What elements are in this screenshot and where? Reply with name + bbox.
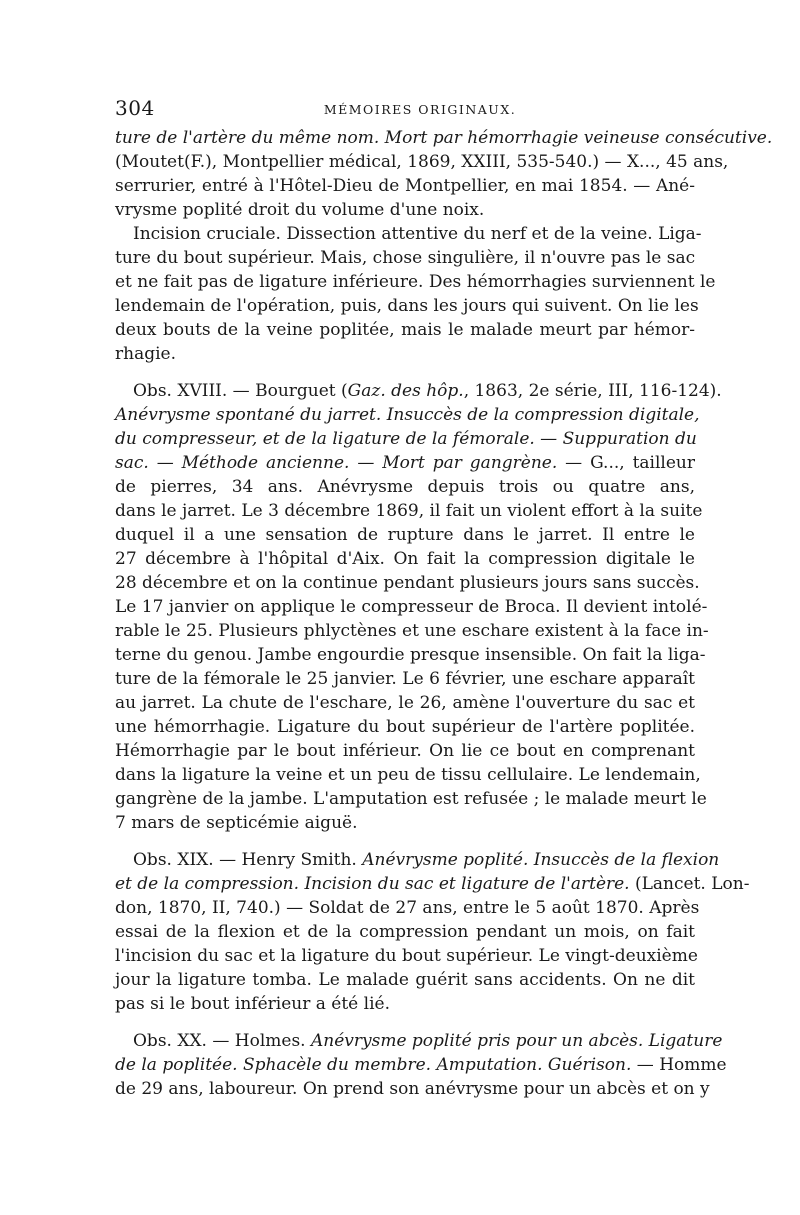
text-line	[115, 379, 722, 403]
text-span: au jarret. La chute de l'eschare, le 26, amène l'ouverture du sac et	[115, 693, 695, 713]
paragraph-gap	[115, 1016, 695, 1029]
page-number: 304	[115, 96, 155, 120]
text-span: — G..., tailleur	[557, 453, 695, 473]
text-line	[115, 715, 695, 739]
text-line	[115, 126, 773, 150]
text-span: 7 mars de septicémie aiguë.	[115, 813, 358, 833]
text-line	[115, 451, 695, 475]
text-line	[115, 294, 699, 318]
text-span: l'incision du sac et la ligature du bout supérieur. Le vingt-deuxième	[115, 946, 698, 966]
text-span: Le 17 janvier on applique le compresseur de Broca. Il devient intolé-	[115, 597, 708, 617]
text-span: (Lancet. Lon-	[629, 874, 750, 894]
paragraph	[115, 222, 716, 366]
text-line	[115, 595, 708, 619]
text-span: Incision cruciale. Dissection attentive du nerf et de la veine. Liga-	[133, 224, 702, 244]
text-span: de pierres, 34 ans. Anévrysme depuis trois ou quatre ans,	[115, 477, 695, 497]
text-line	[115, 920, 695, 944]
book-page	[115, 96, 773, 1101]
text-span: jour la ligature tomba. Le malade guérit sans accidents. On ne dit	[115, 970, 695, 990]
paragraph-gap	[115, 366, 695, 379]
text-line	[115, 643, 706, 667]
text-line	[115, 403, 700, 427]
running-head	[115, 96, 695, 126]
text-line	[115, 246, 695, 270]
italic-span: Anévrysme poplité. Insuccès de la flexion	[362, 850, 720, 870]
paragraph-gap	[115, 835, 695, 848]
text-line	[115, 547, 695, 571]
text-line	[115, 667, 695, 691]
paragraph	[115, 1016, 727, 1101]
text-line	[115, 499, 703, 523]
italic-span: ture de l'artère du même nom. Mort par hémorrhagie veineuse consécutive.	[115, 128, 773, 148]
text-span: rable le 25. Plusieurs phlyctènes et une eschare existent à la face in-	[115, 621, 709, 641]
text-span: 27 décembre à l'hôpital d'Aix. On fait la compression digitale le	[115, 549, 695, 569]
text-span: dans le jarret. Le 3 décembre 1869, il fait un violent effort à la suite	[115, 501, 703, 521]
paragraph	[115, 366, 722, 835]
text-line	[115, 318, 695, 342]
italic-span: du compresseur, et de la ligature de la fémorale. — Suppuration du	[115, 429, 697, 449]
text-span: essai de la flexion et de la compression pendant un mois, on fait	[115, 922, 695, 942]
italic-span: sac. — Méthode ancienne. — Mort par gangrène.	[115, 453, 558, 473]
text-line	[115, 150, 729, 174]
text-line	[115, 222, 702, 246]
text-span: don, 1870, II, 740.) — Soldat de 27 ans, entre le 5 août 1870. Après	[115, 898, 700, 918]
text-span: , 1863, 2e série, III, 116-124).	[463, 381, 722, 401]
text-line	[115, 198, 695, 222]
text-span: rhagie.	[115, 344, 176, 364]
text-span: ture du bout supérieur. Mais, chose singulière, il n'ouvre pas le sac	[115, 248, 696, 268]
text-line	[115, 174, 695, 198]
text-span: Obs. XIX. — Henry Smith.	[133, 850, 363, 870]
italic-span: de la poplitée. Sphacèle du membre. Amputation. Guérison.	[115, 1055, 632, 1075]
text-span: vrysme poplité droit du volume d'une noix.	[115, 200, 485, 220]
text-span: lendemain de l'opération, puis, dans les jours qui suivent. On lie les	[115, 296, 699, 316]
text-line	[115, 270, 716, 294]
text-line	[115, 427, 695, 451]
text-line	[115, 896, 700, 920]
text-line	[115, 691, 695, 715]
text-span: et ne fait pas de ligature inférieure. Des hémorrhagies surviennent le	[115, 272, 716, 292]
text-line	[115, 1053, 727, 1077]
text-span: Obs. XX. — Holmes.	[133, 1031, 311, 1051]
text-span: terne du genou. Jambe engourdie presque insensible. On fait la liga-	[115, 645, 706, 665]
text-span: de 29 ans, laboureur. On prend son anévrysme pour un abcès et on y	[115, 1079, 710, 1099]
text-line	[115, 475, 695, 499]
text-span: ture de la fémorale le 25 janvier. Le 6 février, une eschare apparaît	[115, 669, 695, 689]
text-line	[115, 571, 700, 595]
italic-span: Anévrysme poplité pris pour un abcès. Ligature	[310, 1031, 723, 1051]
text-line	[115, 992, 695, 1016]
text-span: Obs. XVIII. — Bourguet (	[133, 381, 348, 401]
text-line	[115, 1029, 723, 1053]
text-span: une hémorrhagie. Ligature du bout supérieur de l'artère poplitée.	[115, 717, 695, 737]
running-title: MÉMOIRES ORIGINAUX.	[323, 102, 517, 117]
text-line	[115, 739, 695, 763]
text-line	[115, 968, 695, 992]
text-span: deux bouts de la veine poplitée, mais le malade meurt par hémor-	[115, 320, 695, 340]
text-span: dans la ligature la veine et un peu de tissu cellulaire. Le lendemain,	[115, 765, 701, 785]
italic-span: Anévrysme spontané du jarret. Insuccès de la compression digitale,	[115, 405, 700, 425]
text-span: — Homme	[631, 1055, 727, 1075]
text-line	[115, 523, 695, 547]
text-span: Hémorrhagie par le bout inférieur. On lie ce bout en comprenant	[115, 741, 695, 761]
body-text	[115, 126, 773, 1101]
text-line	[115, 619, 709, 643]
text-span: (Moutet(F.), Montpellier médical, 1869, XXIII, 535-540.) — X..., 45 ans,	[115, 152, 729, 172]
text-span: pas si le bout inférieur a été lié.	[115, 994, 390, 1014]
text-span: gangrène de la jambe. L'amputation est refusée ; le malade meurt le	[115, 789, 707, 809]
text-line	[115, 872, 750, 896]
paragraph	[115, 835, 750, 1016]
italic-span: et de la compression. Incision du sac et ligature de l'artère.	[115, 874, 630, 894]
text-line	[115, 787, 707, 811]
text-line	[115, 944, 698, 968]
text-line	[115, 811, 695, 835]
text-line	[115, 848, 720, 872]
text-line	[115, 1077, 710, 1101]
text-line	[115, 342, 695, 366]
italic-span: Gaz. des hôp.	[347, 381, 464, 401]
text-span: duquel il a une sensation de rupture dans le jarret. Il entre le	[115, 525, 695, 545]
text-span: 28 décembre et on la continue pendant plusieurs jours sans succès.	[115, 573, 700, 593]
text-span: serrurier, entré à l'Hôtel-Dieu de Montpellier, en mai 1854. — Ané-	[115, 176, 695, 196]
paragraph	[115, 126, 773, 222]
text-line	[115, 763, 701, 787]
